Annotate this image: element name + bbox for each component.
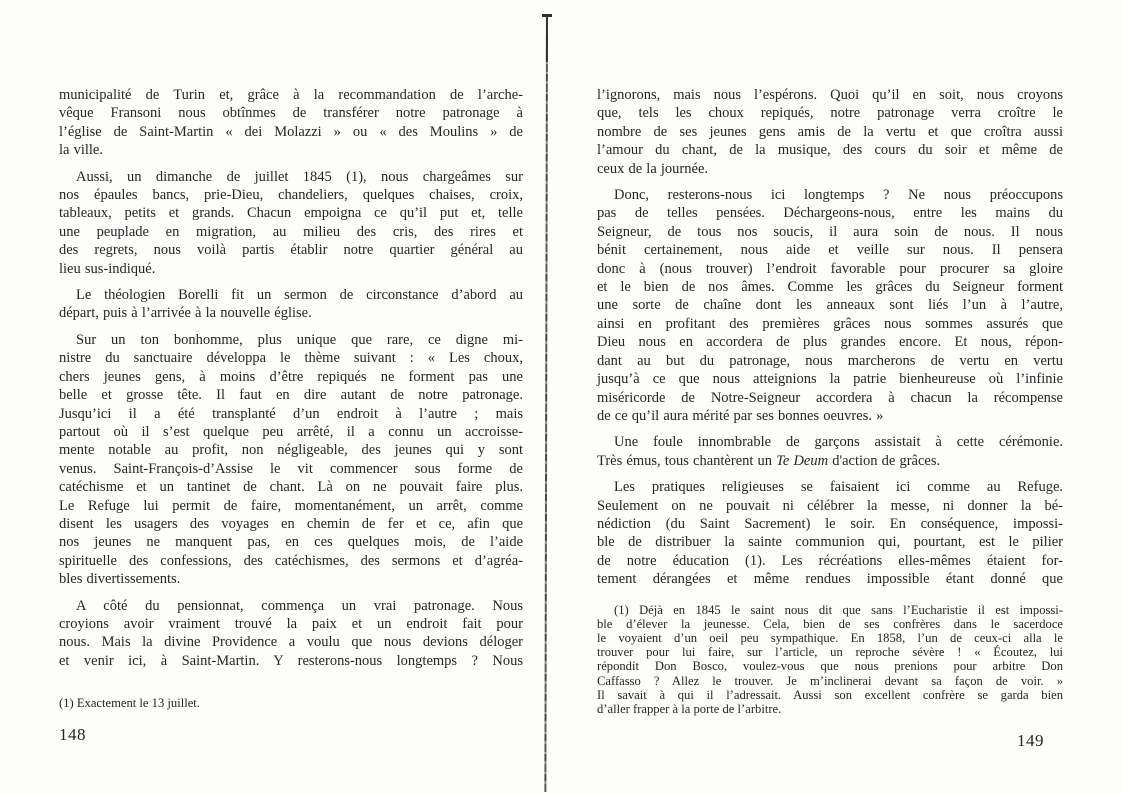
text-line: catéchisme et un tantinet de chant. Là on ne pouvait faire plus. [59, 479, 523, 496]
text-line: répondit Don Bosco, voulez-vous que nous prenions pour arbitre Don [597, 659, 1063, 674]
text-line: mente notable au profit, non négligeable, des jeunes qui y sont [59, 442, 523, 459]
text-line: l’église de Saint-Martin « dei Molazzi » ou « des Moulins » de [59, 123, 523, 140]
text-line: donc à (nous trouver) l’endroit favorable pour procurer sa gloire [597, 260, 1063, 277]
paragraph [597, 603, 1063, 717]
text-line: lieu sus-indiqué. [59, 260, 156, 277]
text-line: ble de distribuer la sainte communion qui, pourtant, est le pilier [597, 534, 1063, 551]
text-line: belle et grosse tête. Il faut en dire autant de notre patronage. [59, 387, 523, 404]
text-line: Aussi, un dimanche de juillet 1845 (1), nous chargeâmes sur [76, 168, 523, 185]
page-gutter-line [544, 14, 548, 792]
text-line: Une foule innombrable de garçons assistait à cette cérémonie. [614, 434, 1063, 451]
text-line: d’aller frapper à la porte de l’arbitre. [597, 701, 782, 716]
paragraph [59, 168, 523, 278]
text-line: trouver pour lui faire, sur l’article, un reproche sévère ! « Écoutez, lui [597, 645, 1063, 660]
text-line: municipalité de Turin et, grâce à la recommandation de l’arche- [59, 87, 523, 103]
text-line: dant au but du patronage, nous marcherons de vertu en vertu [597, 352, 1063, 369]
text-line: Jusqu’ici il a été transplanté d’un endroit à l’autre ; mais [59, 405, 523, 422]
paragraph [597, 186, 1063, 425]
text-line: nombre de ses jeunes gens amis de la vertu et que croîtra aussi [597, 123, 1063, 140]
text-line: tement dérangées et même rendues impossible étant donné que [597, 571, 1063, 588]
paragraph [597, 433, 1063, 470]
text-line: venus. Saint-François-d’Assise le vit commencer sous forme de [59, 460, 523, 477]
text-line: et venir ici, à Saint-Martin. Y resterons-nous longtemps ? Nous [59, 652, 523, 669]
text-line: miséricorde de Notre-Seigneur accordera à chacun la récompense [597, 389, 1063, 406]
text-line: Sur un ton bonhomme, plus unique que rare, ce digne mi- [76, 331, 523, 348]
text-line: pas de telles pensées. Déchargeons-nous, entre les mains du [597, 205, 1063, 222]
text-line: disent les usagers des voyages en chemin de fer et ce, afin que [59, 515, 523, 532]
page-148 [59, 86, 523, 745]
text-line: Il savait à qui il l’adressait. Aussi son excellent confrère se garda bien [597, 687, 1063, 702]
text-line: nos épaules bancs, prie-Dieu, chandeliers, quelques chaises, croix, [59, 187, 523, 204]
page-149 [597, 86, 1063, 751]
text-line: Les pratiques religieuses se faisaient ici comme au Refuge. [614, 479, 1063, 496]
page-148-body-text [59, 86, 523, 670]
text-line: et le bien de nos âmes. Comme les grâces du Seigneur forment [597, 279, 1063, 296]
page-148-footnote [59, 696, 523, 710]
text-line: que, tels les choux repiqués, notre patronage verra croître le [597, 105, 1063, 122]
page-number-left: 148 [59, 725, 86, 745]
text-line: (1) Exactement le 13 juillet. [59, 696, 200, 711]
paragraph [59, 286, 523, 323]
text-line: nédiction (du Saint Sacrement) le soir. En conséquence, impossi- [597, 515, 1063, 532]
text-line: Le théologien Borelli fit un sermon de circonstance d’abord au [76, 287, 523, 304]
text-line: une sorte de chaîne dont les anneaux sont liés l’un à l’autre, [597, 297, 1063, 314]
text-line: l’amour du chant, de la musique, des cours du soir et même de [597, 142, 1063, 159]
page-number-right: 149 [1017, 731, 1044, 751]
paragraph [597, 86, 1063, 178]
text-line: l’ignorons, mais nous l’espérons. Quoi qu’il en soit, nous croyons [597, 87, 1063, 103]
text-line: Dieu nous en accordera de plus grandes encore. Et nous, répon- [597, 334, 1063, 351]
text-line: ceux de la journée. [597, 160, 709, 177]
text-line: nous. Mais la divine Providence a voulu que nous devions déloger [59, 634, 523, 651]
text-line: la ville. [59, 142, 103, 159]
text-line: vêque Fransoni nous obtînmes de transférer notre patronage à [59, 105, 523, 122]
text-line: Seulement on ne pouvait ni célébrer la messe, ni donner la bé- [597, 497, 1063, 514]
page-149-body-text [597, 86, 1063, 589]
text-line: jusqu’à ce que nous atteignions la patrie bienheureuse où l’infinie [597, 371, 1063, 388]
text-line: nistre du sanctuaire développa le thème suivant : « Les choux, [59, 350, 523, 367]
gutter-dark-segment [546, 14, 548, 62]
text-line: partout où il s’est quelque peu arrêté, il a connu un accroisse- [59, 423, 523, 440]
text-line: bénit certainement, nous aide et veille sur nous. Il pensera [597, 242, 1063, 259]
text-line: ble d’élever la jeunesse. Cela, bien de ses confrères dans le sacerdoce [597, 616, 1063, 631]
text-line: des regrets, nous voilà partis établir notre quartier général au [59, 242, 523, 259]
text-line: Seigneur, de tous nos soucis, il aura soin de nous. Il nous [597, 223, 1063, 240]
text-line: Très émus, tous chantèrent un Te Deum d'action de grâces. [597, 452, 941, 469]
paragraph [59, 597, 523, 671]
text-line: de notre éducation (1). Les récréations elles-mêmes étaient for- [597, 552, 1063, 569]
text-line: chers jeunes gens, à moins d’être repiqués ne forment pas une [59, 368, 523, 385]
text-line: tableaux, petits et grands. Chacun empoigna ce qu’il put et, telle [59, 205, 523, 222]
paragraph [59, 86, 523, 160]
text-line: A côté du pensionnat, commença un vrai patronage. Nous [76, 597, 523, 614]
text-line: nos jeunes ne manquent pas, en ces quelques mois, de l’aide [59, 534, 523, 551]
text-line: départ, puis à l’arrivée à la nouvelle église. [59, 305, 312, 322]
text-line: spirituelle des confessions, des catéchismes, des sermons et d’agréa- [59, 552, 523, 569]
page-149-footnote [597, 603, 1063, 717]
text-line: bles divertissements. [59, 571, 181, 588]
text-line: une peuplade en migration, au milieu des cris, des rires et [59, 223, 523, 240]
text-line: Donc, resterons-nous ici longtemps ? Ne nous préoccupons [614, 187, 1063, 204]
paragraph [59, 331, 523, 589]
text-line: ainsi en profitant des premières grâces nous sommes assurés que [597, 315, 1063, 332]
text-line: de ce qu’il aura mérité par ses bonnes oeuvres. » [597, 407, 884, 424]
paragraph [597, 478, 1063, 588]
text-line: croyions avoir vraiment trouvé la paix et un endroit fait pour [59, 615, 523, 632]
text-line: le voyaient d’un oeil peu sympathique. En 1858, l’un de ceux-ci alla le [597, 630, 1063, 645]
paragraph [59, 696, 523, 710]
text-line: Le Refuge lui permit de faire, momentanément, un arrêt, comme [59, 497, 523, 514]
text-line: (1) Déjà en 1845 le saint nous dit que sans l’Eucharistie il est impossi- [614, 602, 1063, 617]
text-line: Caffasso ? Allez le trouver. Je m’inclinerai devant sa façon de voir. » [597, 673, 1063, 688]
